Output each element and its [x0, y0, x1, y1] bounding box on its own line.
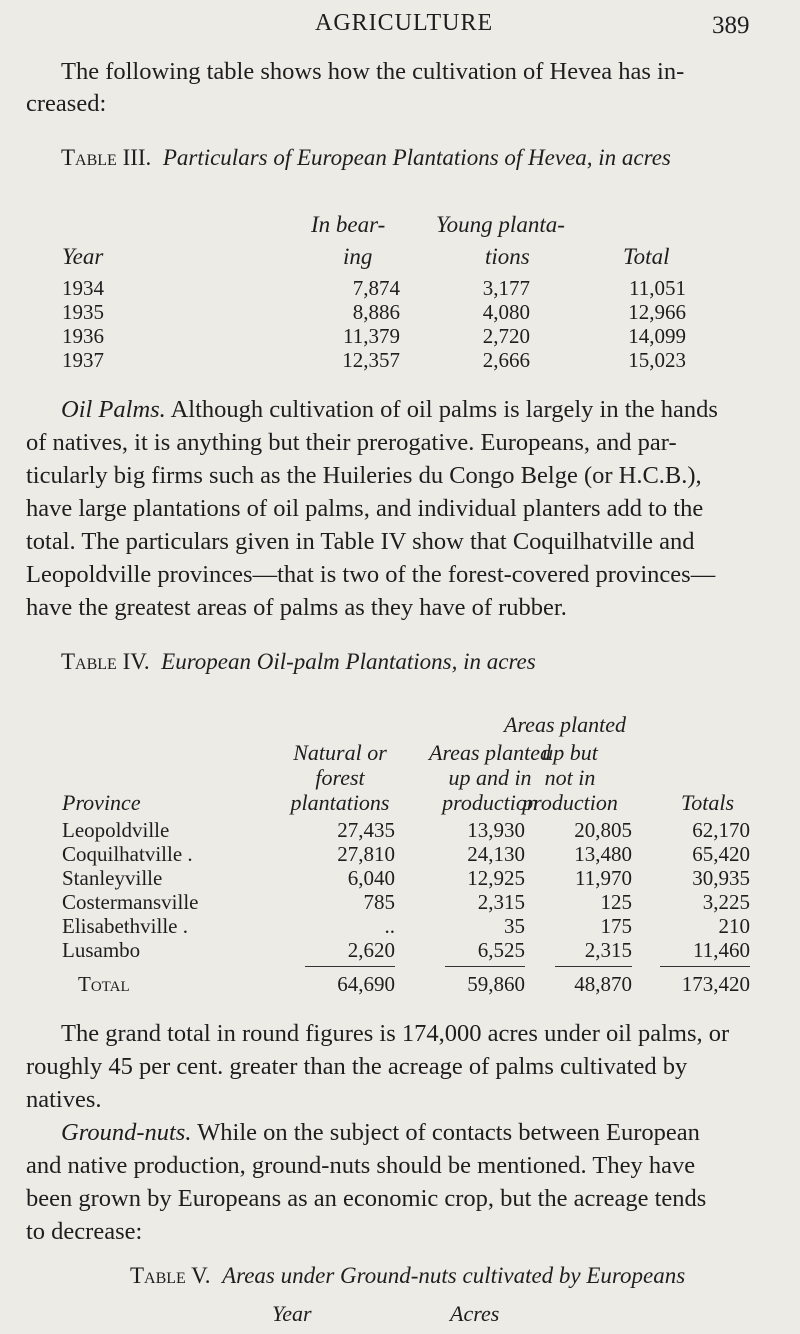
- table4-not-prod: 125: [600, 890, 632, 914]
- table4-total: 210: [718, 914, 750, 938]
- oil-palms-line-7: have the greatest areas of palms as they have of rubber.: [26, 594, 567, 621]
- table4-province: Costermansville: [62, 890, 199, 914]
- table3-header-bearing-top: In bear-: [311, 212, 386, 237]
- table3-year: 1937: [62, 348, 104, 372]
- oil-palms-heading: Oil Palms.: [61, 396, 166, 423]
- table4-in-prod: 35: [504, 914, 525, 938]
- table4-not-prod: 2,315: [584, 938, 632, 962]
- table3-young: 2,720: [482, 324, 530, 348]
- running-header-title: AGRICULTURE: [315, 10, 494, 36]
- table4-label: Table IV.: [61, 649, 150, 674]
- table3-header-bearing-bottom: ing: [343, 244, 373, 269]
- table4-total-not-prod: 48,870: [574, 972, 632, 996]
- oil-palms-line-6: Leopoldville provinces—that is two of the forest-covered provinces—: [26, 561, 716, 588]
- table5-title: Areas under Ground-nuts cultivated by Europeans: [222, 1263, 686, 1288]
- table4-total: 11,460: [693, 938, 750, 962]
- table4-header-inprod-2: up and in: [448, 765, 532, 790]
- table4-header-natural-1: Natural or: [293, 740, 387, 765]
- table3-header-young-top: Young planta-: [436, 212, 565, 237]
- table4-total-in-prod: 59,860: [467, 972, 525, 996]
- oil-palms-line-2: of natives, it is anything but their prerogative. Europeans, and par-: [26, 429, 677, 456]
- ground-nuts-heading: Ground-nuts.: [61, 1119, 192, 1146]
- table3-title: Particulars of European Plantations of Hevea, in acres: [162, 145, 671, 170]
- table3-year: 1935: [62, 300, 104, 324]
- table4-province: Lusambo: [62, 938, 141, 962]
- table3-header-year: Year: [62, 244, 104, 269]
- table4-natural: 6,040: [347, 866, 395, 890]
- oil-palms-line-4: have large plantations of oil palms, and individual planters add to the: [26, 495, 704, 522]
- grand-total-line-2: roughly 45 per cent. greater than the acreage of palms cultivated by: [26, 1053, 688, 1080]
- table3-total: 15,023: [628, 348, 686, 372]
- table4-province: Coquilhatville .: [62, 842, 193, 866]
- table3-label: Table III.: [61, 145, 152, 170]
- table4-total-rule: [660, 966, 750, 967]
- table4-total-rule: [555, 966, 632, 967]
- table4-total: 30,935: [692, 866, 750, 890]
- table4-natural: 27,435: [337, 818, 395, 842]
- oil-palms-line-1-text: Although cultivation of oil palms is largely in the hands: [165, 396, 718, 423]
- ground-nuts-line-1-text: While on the subject of contacts between European: [191, 1119, 700, 1146]
- table3-year: 1934: [62, 276, 104, 300]
- table3-total: 11,051: [629, 276, 686, 300]
- ground-nuts-line-3: been grown by Europeans as an economic crop, but the acreage tends: [26, 1185, 707, 1212]
- table4-natural: 2,620: [347, 938, 395, 962]
- table5-label: Table V.: [130, 1263, 211, 1288]
- table4-header-province: Province: [62, 790, 141, 815]
- grand-total-line-1: The grand total in round figures is 174,000 acres under oil palms, or: [61, 1020, 730, 1047]
- table4-total-rule: [305, 966, 395, 967]
- table3-total: 14,099: [628, 324, 686, 348]
- oil-palms-line-1: [61, 393, 718, 426]
- table4-province: Stanleyville: [62, 866, 163, 890]
- table4-header-inprod-1: Areas planted: [429, 740, 551, 765]
- table3-young: 3,177: [482, 276, 530, 300]
- table3-bearing: 8,886: [352, 300, 400, 324]
- oil-palms-line-3: ticularly big firms such as the Huileries du Congo Belge (or H.C.B.),: [26, 462, 702, 489]
- table4-header-notprod-1: up but: [542, 740, 598, 765]
- table4-natural: 27,810: [337, 842, 395, 866]
- table4-natural: 785: [363, 890, 395, 914]
- table4-total-rule: [445, 966, 525, 967]
- table4-header-notprod-0: Areas planted: [504, 712, 626, 737]
- table4-title: European Oil-palm Plantations, in acres: [161, 649, 536, 674]
- page-number: 389: [712, 12, 750, 39]
- table3-header-young-bottom: tions: [485, 244, 530, 269]
- intro-line-2: creased:: [26, 90, 107, 117]
- table3-bearing: 12,357: [342, 348, 400, 372]
- table4-in-prod: 13,930: [467, 818, 525, 842]
- table4-in-prod: 6,525: [477, 938, 525, 962]
- table5-header-year: Year: [272, 1301, 312, 1326]
- table4-in-prod: 2,315: [477, 890, 525, 914]
- table4-header-natural-2: forest: [315, 765, 365, 790]
- table4-caption: [61, 649, 536, 675]
- table3-young: 4,080: [482, 300, 530, 324]
- ground-nuts-line-2: and native production, ground-nuts should be mentioned. They have: [26, 1152, 696, 1179]
- table4-total-label: Total: [78, 972, 130, 996]
- table4-province: Elisabethville .: [62, 914, 188, 938]
- table3-bearing: 11,379: [343, 324, 400, 348]
- table3-bearing: 7,874: [352, 276, 400, 300]
- table5-caption: [130, 1263, 685, 1289]
- oil-palms-line-5: total. The particulars given in Table IV show that Coquilhatville and: [26, 528, 695, 555]
- table4-in-prod: 12,925: [467, 866, 525, 890]
- table4-header-inprod-3: production: [442, 790, 538, 815]
- table4-header-totals: Totals: [681, 790, 735, 815]
- table4-total: 62,170: [692, 818, 750, 842]
- table4-header-natural-3: plantations: [290, 790, 390, 815]
- table4-total: 3,225: [702, 890, 750, 914]
- table4-total: 65,420: [692, 842, 750, 866]
- table3-header-total: Total: [623, 244, 670, 269]
- table4-total-natural: 64,690: [337, 972, 395, 996]
- table4-not-prod: 13,480: [574, 842, 632, 866]
- table4-header-notprod-3: production: [522, 790, 618, 815]
- table3-total: 12,966: [628, 300, 686, 324]
- ground-nuts-line-4: to decrease:: [26, 1218, 143, 1245]
- grand-total-line-3: natives.: [26, 1086, 102, 1113]
- intro-line-1: The following table shows how the cultivation of Hevea has in-: [61, 58, 685, 85]
- table4-total-total: 173,420: [681, 972, 750, 996]
- table4-not-prod: 20,805: [574, 818, 632, 842]
- table4-not-prod: 11,970: [575, 866, 632, 890]
- table3-young: 2,666: [482, 348, 530, 372]
- table5-header-acres: Acres: [450, 1301, 500, 1326]
- table4-header-notprod-2: not in: [544, 765, 596, 790]
- table4-in-prod: 24,130: [467, 842, 525, 866]
- table4-natural: ..: [384, 914, 395, 938]
- ground-nuts-line-1: [61, 1116, 700, 1149]
- table4-province: Leopoldville: [62, 818, 170, 842]
- table3-year: 1936: [62, 324, 104, 348]
- table4-not-prod: 175: [600, 914, 632, 938]
- table3-caption: [61, 145, 671, 171]
